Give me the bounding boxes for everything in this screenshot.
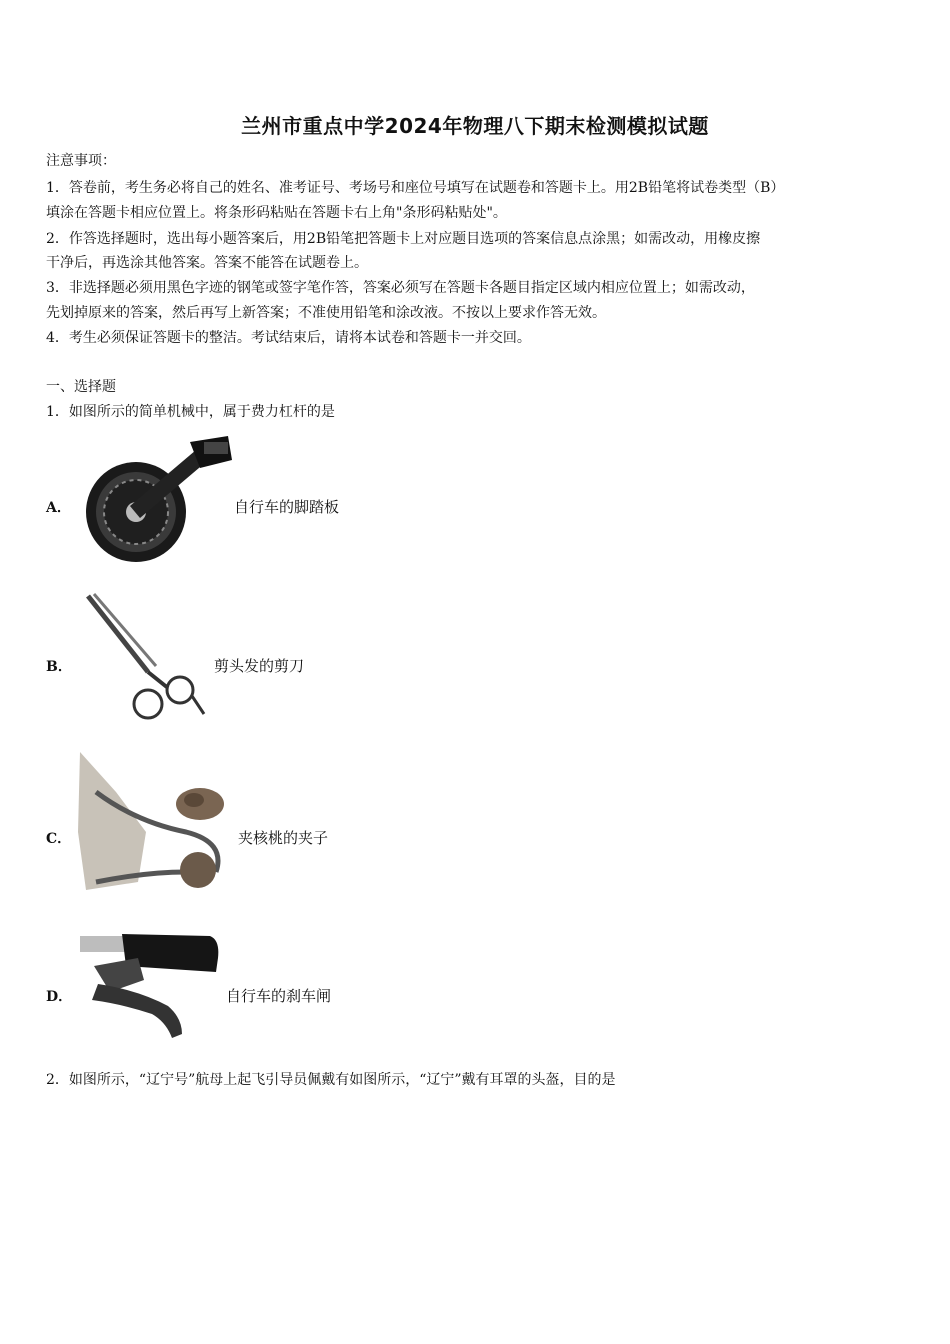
option-a-text: 自行车的脚踏板 xyxy=(234,498,340,516)
page-title: 兰州市重点中学2024年物理八下期末检测模拟试题 xyxy=(241,114,709,138)
option-b-text: 剪头发的剪刀 xyxy=(214,657,305,675)
bicycle-pedal-image xyxy=(78,432,238,564)
section-heading: 一、选择题 xyxy=(46,379,116,395)
scissors-image xyxy=(84,592,208,728)
option-d-letter: D． xyxy=(46,989,73,1005)
note-line: 4．考生必须保证答题卡的整洁。考试结束后，请将本试卷和答题卡一并交回。 xyxy=(46,330,531,346)
option-b-letter: B． xyxy=(46,659,72,675)
option-c-text: 夹核桃的夹子 xyxy=(238,829,329,847)
option-a-letter: A． xyxy=(46,500,71,516)
option-d-text: 自行车的刹车闸 xyxy=(226,987,332,1005)
option-c-letter: C． xyxy=(46,831,72,847)
note-line: 3．非选择题必须用黑色字迹的钢笔或签字笔作答，答案必须写在答题卡各题目指定区域内相应位置上；如需改动， xyxy=(46,280,755,296)
notes-heading: 注意事项： xyxy=(46,153,116,169)
brake-lever-image xyxy=(78,930,224,1042)
question-2-stem: 2．如图所示，“辽宁号”航母上起飞引导员佩戴有如图所示，“辽宁”戴有耳罩的头盔，目的是 xyxy=(46,1072,616,1088)
note-line: 先划掉原来的答案，然后再写上新答案；不准使用铅笔和涂改液。不按以上要求作答无效。 xyxy=(46,305,606,321)
question-1-stem: 1．如图所示的简单机械中，属于费力杠杆的是 xyxy=(46,404,335,420)
note-line: 2．作答选择题时，选出每小题答案后，用2B铅笔把答题卡上对应题目选项的答案信息点涂黑；如需改动，用橡皮擦 xyxy=(46,231,761,247)
note-line: 干净后，再选涂其他答案。答案不能答在试题卷上。 xyxy=(46,255,368,271)
note-line: 1．答卷前，考生务必将自己的姓名、准考证号、考场号和座位号填写在试题卷和答题卡上。用2B铅笔将试卷类型（B） xyxy=(46,180,785,196)
walnut-tongs-image xyxy=(76,752,236,894)
note-line: 填涂在答题卡相应位置上。将条形码粘贴在答题卡右上角"条形码粘贴处"。 xyxy=(46,205,507,221)
